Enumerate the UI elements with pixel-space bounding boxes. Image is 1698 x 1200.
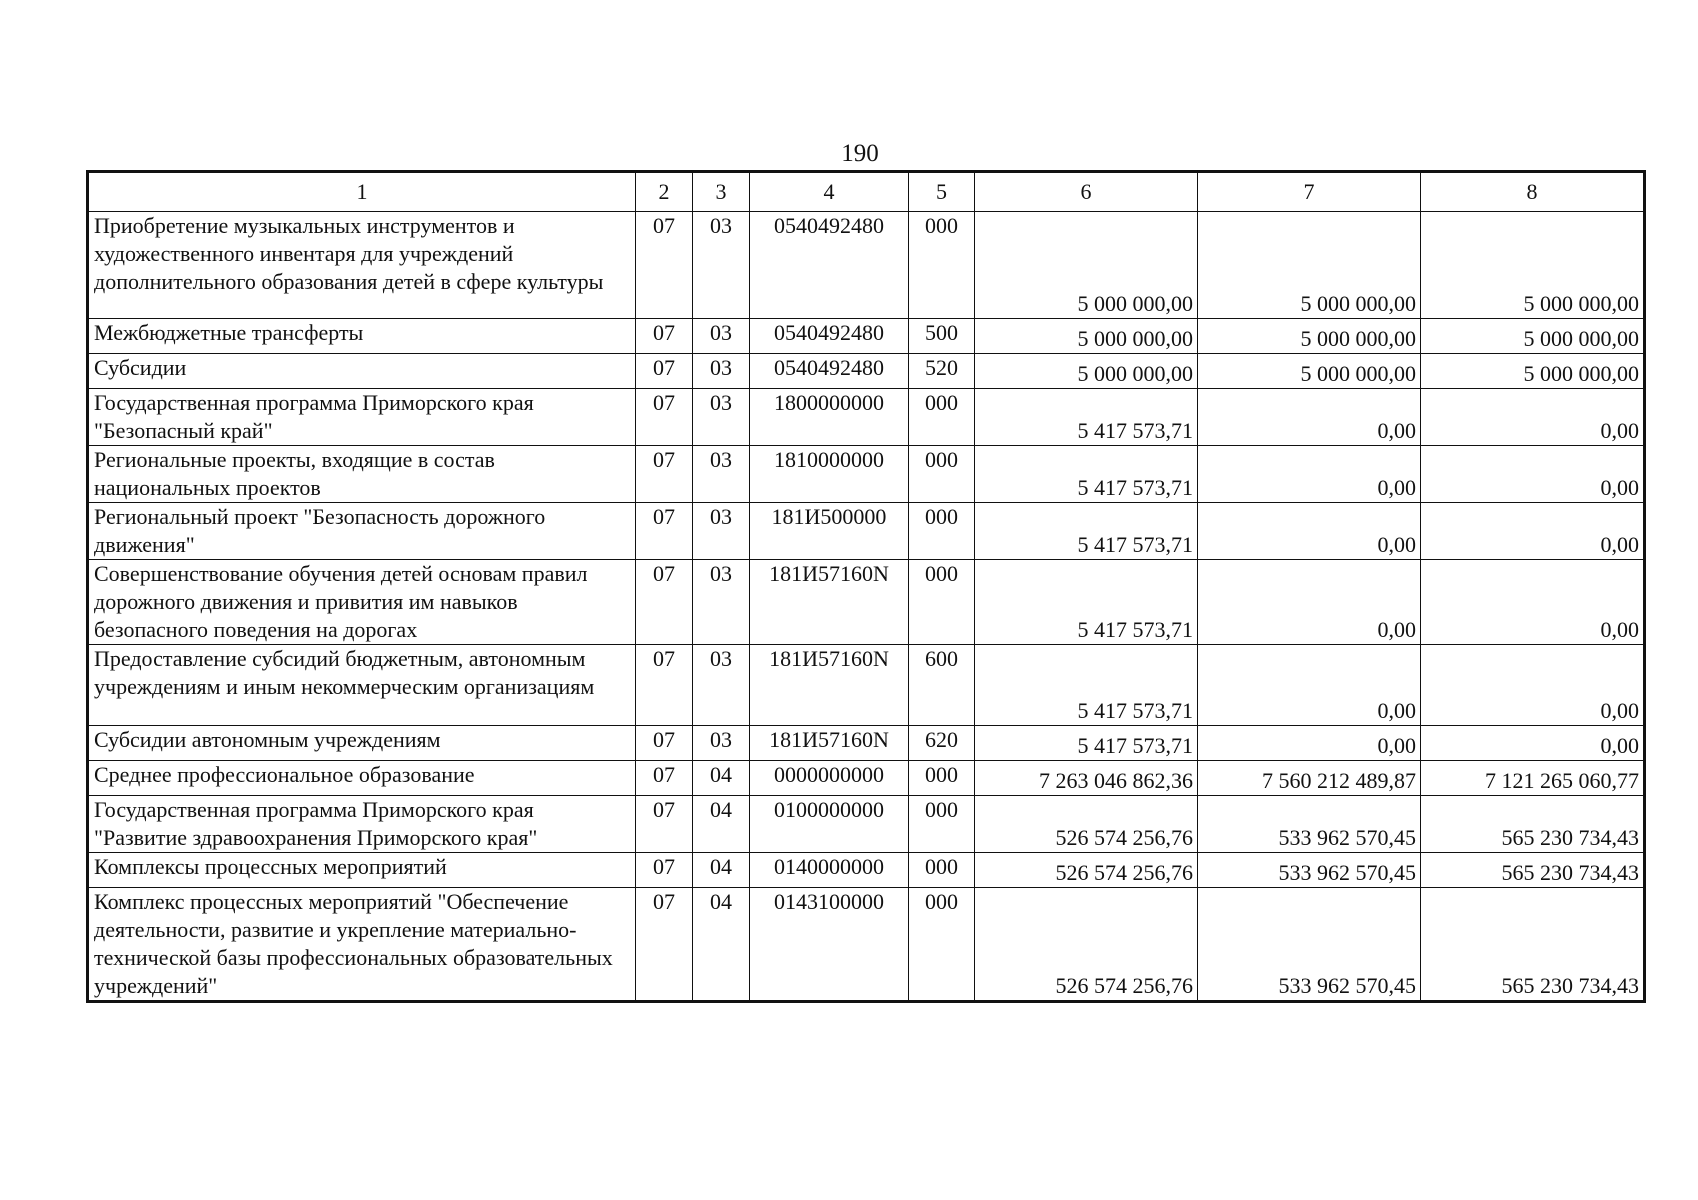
page-number: 190 — [841, 140, 879, 167]
amount-year-1-cell: 526 574 256,76 — [975, 853, 1198, 888]
subsection-code-cell: 04 — [693, 761, 750, 796]
amount-year-1-cell: 5 417 573,71 — [975, 446, 1198, 503]
row-name-cell: Субсидии — [89, 354, 636, 389]
table-row — [89, 888, 1644, 1001]
expense-type-cell: 000 — [909, 761, 975, 796]
amount-year-3-cell: 0,00 — [1421, 503, 1644, 560]
row-name-cell: Комплекс процессных мероприятий "Обеспечение деятельности, развитие и укрепление материально-технической базы профессиональных образовательных учреждений" — [89, 888, 636, 1001]
table-row — [89, 446, 1644, 503]
subsection-code-cell: 03 — [693, 645, 750, 726]
section-code-cell: 07 — [636, 796, 693, 853]
row-name-cell: Приобретение музыкальных инструментов и художественного инвентаря для учреждений дополнительного образования детей в сфере культуры — [89, 212, 636, 319]
amount-year-2-cell: 7 560 212 489,87 — [1198, 761, 1421, 796]
amount-year-3-cell: 5 000 000,00 — [1421, 319, 1644, 354]
section-code-cell: 07 — [636, 389, 693, 446]
expense-type-cell: 000 — [909, 853, 975, 888]
header-cell: 8 — [1421, 173, 1644, 212]
target-article-cell: 0000000000 — [750, 761, 909, 796]
amount-year-1-cell: 5 000 000,00 — [975, 212, 1198, 319]
target-article-cell: 0540492480 — [750, 319, 909, 354]
subsection-code-cell: 03 — [693, 560, 750, 645]
expense-type-cell: 500 — [909, 319, 975, 354]
amount-year-3-cell: 0,00 — [1421, 560, 1644, 645]
section-code-cell: 07 — [636, 645, 693, 726]
target-article-cell: 0540492480 — [750, 212, 909, 319]
subsection-code-cell: 03 — [693, 354, 750, 389]
target-article-cell: 181И57160N — [750, 645, 909, 726]
subsection-code-cell: 03 — [693, 212, 750, 319]
section-code-cell: 07 — [636, 761, 693, 796]
amount-year-2-cell: 0,00 — [1198, 726, 1421, 761]
table-header-row — [89, 173, 1644, 212]
header-cell: 3 — [693, 173, 750, 212]
amount-year-1-cell: 5 417 573,71 — [975, 645, 1198, 726]
section-code-cell: 07 — [636, 888, 693, 1001]
header-cell: 6 — [975, 173, 1198, 212]
expense-type-cell: 000 — [909, 888, 975, 1001]
table-row — [89, 319, 1644, 354]
section-code-cell: 07 — [636, 319, 693, 354]
amount-year-2-cell: 533 962 570,45 — [1198, 888, 1421, 1001]
row-name-cell: Региональные проекты, входящие в состав национальных проектов — [89, 446, 636, 503]
row-name-cell: Государственная программа Приморского края "Развитие здравоохранения Приморского края" — [89, 796, 636, 853]
amount-year-2-cell: 0,00 — [1198, 389, 1421, 446]
target-article-cell: 0100000000 — [750, 796, 909, 853]
amount-year-2-cell: 533 962 570,45 — [1198, 796, 1421, 853]
target-article-cell: 181И57160N — [750, 560, 909, 645]
row-name-cell: Государственная программа Приморского края "Безопасный край" — [89, 389, 636, 446]
subsection-code-cell: 04 — [693, 888, 750, 1001]
header-cell: 7 — [1198, 173, 1421, 212]
section-code-cell: 07 — [636, 726, 693, 761]
table-row — [89, 560, 1644, 645]
amount-year-3-cell: 565 230 734,43 — [1421, 796, 1644, 853]
subsection-code-cell: 03 — [693, 726, 750, 761]
amount-year-1-cell: 5 417 573,71 — [975, 560, 1198, 645]
section-code-cell: 07 — [636, 212, 693, 319]
expense-type-cell: 000 — [909, 560, 975, 645]
subsection-code-cell: 03 — [693, 503, 750, 560]
subsection-code-cell: 04 — [693, 853, 750, 888]
amount-year-3-cell: 5 000 000,00 — [1421, 212, 1644, 319]
row-name-cell: Среднее профессиональное образование — [89, 761, 636, 796]
amount-year-1-cell: 5 417 573,71 — [975, 503, 1198, 560]
section-code-cell: 07 — [636, 503, 693, 560]
target-article-cell: 181И57160N — [750, 726, 909, 761]
amount-year-1-cell: 7 263 046 862,36 — [975, 761, 1198, 796]
header-cell: 4 — [750, 173, 909, 212]
table-row — [89, 389, 1644, 446]
subsection-code-cell: 03 — [693, 446, 750, 503]
target-article-cell: 181И500000 — [750, 503, 909, 560]
expense-type-cell: 000 — [909, 503, 975, 560]
expense-type-cell: 000 — [909, 389, 975, 446]
subsection-code-cell: 04 — [693, 796, 750, 853]
amount-year-1-cell: 5 000 000,00 — [975, 354, 1198, 389]
subsection-code-cell: 03 — [693, 319, 750, 354]
amount-year-1-cell: 526 574 256,76 — [975, 796, 1198, 853]
amount-year-3-cell: 0,00 — [1421, 726, 1644, 761]
row-name-cell: Предоставление субсидий бюджетным, автономным учреждениям и иным некоммерческим организациям — [89, 645, 636, 726]
expense-type-cell: 000 — [909, 796, 975, 853]
amount-year-3-cell: 7 121 265 060,77 — [1421, 761, 1644, 796]
header-cell: 2 — [636, 173, 693, 212]
expense-type-cell: 000 — [909, 212, 975, 319]
amount-year-1-cell: 5 000 000,00 — [975, 319, 1198, 354]
header-cell: 5 — [909, 173, 975, 212]
budget-table — [88, 172, 1644, 1001]
amount-year-2-cell: 0,00 — [1198, 645, 1421, 726]
amount-year-3-cell: 565 230 734,43 — [1421, 853, 1644, 888]
table-row — [89, 212, 1644, 319]
amount-year-2-cell: 5 000 000,00 — [1198, 354, 1421, 389]
amount-year-2-cell: 5 000 000,00 — [1198, 319, 1421, 354]
expense-type-cell: 600 — [909, 645, 975, 726]
target-article-cell: 1800000000 — [750, 389, 909, 446]
table-row — [89, 726, 1644, 761]
amount-year-2-cell: 5 000 000,00 — [1198, 212, 1421, 319]
expense-type-cell: 620 — [909, 726, 975, 761]
amount-year-3-cell: 0,00 — [1421, 645, 1644, 726]
section-code-cell: 07 — [636, 560, 693, 645]
table-row — [89, 645, 1644, 726]
amount-year-3-cell: 0,00 — [1421, 389, 1644, 446]
table-row — [89, 354, 1644, 389]
amount-year-3-cell: 5 000 000,00 — [1421, 354, 1644, 389]
expense-type-cell: 000 — [909, 446, 975, 503]
section-code-cell: 07 — [636, 354, 693, 389]
target-article-cell: 0540492480 — [750, 354, 909, 389]
amount-year-2-cell: 0,00 — [1198, 503, 1421, 560]
section-code-cell: 07 — [636, 853, 693, 888]
row-name-cell: Региональный проект "Безопасность дорожного движения" — [89, 503, 636, 560]
header-cell: 1 — [89, 173, 636, 212]
amount-year-2-cell: 533 962 570,45 — [1198, 853, 1421, 888]
amount-year-1-cell: 5 417 573,71 — [975, 726, 1198, 761]
table-row — [89, 853, 1644, 888]
table-row — [89, 503, 1644, 560]
section-code-cell: 07 — [636, 446, 693, 503]
target-article-cell: 0143100000 — [750, 888, 909, 1001]
subsection-code-cell: 03 — [693, 389, 750, 446]
row-name-cell: Субсидии автономным учреждениям — [89, 726, 636, 761]
row-name-cell: Межбюджетные трансферты — [89, 319, 636, 354]
amount-year-1-cell: 5 417 573,71 — [975, 389, 1198, 446]
row-name-cell: Совершенствование обучения детей основам правил дорожного движения и привития им навыков безопасного поведения на дорогах — [89, 560, 636, 645]
amount-year-2-cell: 0,00 — [1198, 560, 1421, 645]
expense-type-cell: 520 — [909, 354, 975, 389]
target-article-cell: 1810000000 — [750, 446, 909, 503]
row-name-cell: Комплексы процессных мероприятий — [89, 853, 636, 888]
amount-year-3-cell: 0,00 — [1421, 446, 1644, 503]
amount-year-3-cell: 565 230 734,43 — [1421, 888, 1644, 1001]
amount-year-1-cell: 526 574 256,76 — [975, 888, 1198, 1001]
target-article-cell: 0140000000 — [750, 853, 909, 888]
table-row — [89, 796, 1644, 853]
table-row — [89, 761, 1644, 796]
amount-year-2-cell: 0,00 — [1198, 446, 1421, 503]
